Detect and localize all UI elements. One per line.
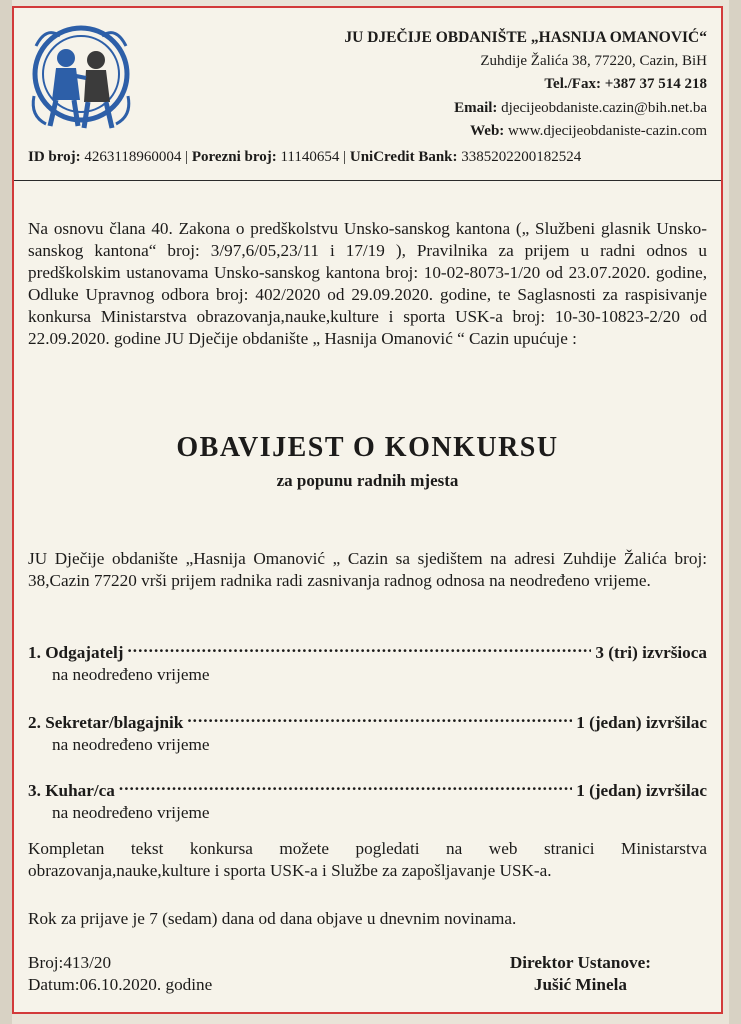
position-item <box>28 706 707 756</box>
position-item <box>28 774 707 824</box>
position-term: na neodređeno vrijeme <box>52 665 210 684</box>
intro-paragraph: Na osnovu člana 40. Zakona o predškolstvu Unsko-sanskog kantona („ Službeni glasnik Unsko-sanskog kantona“ broj: 3/97,6/05,23/11 i 17/19 ), Pravilnika za prijem u radni odnos u predškolskim ustanovama Unsko-sanskog kantona broj: 10-02-8073-1/20 od 23.07.2020. godine, Odluke Upravnog odbora broj: 402/2020 od 29.09.2020. godine, te Saglasnosti za raspisivanje konkursa Ministarstva obrazovanja,nauke,kulture i sporta USK-a broj: 10-30-10823-2/20 od 22.09.2020. godine JU Dječije obdanište „ Hasnija Omanović “ Cazin upućuje : <box>28 219 707 348</box>
announcement-title: OBAVIJEST O KONKURSU <box>176 432 559 463</box>
bank-label: UniCredit Bank: <box>349 149 458 165</box>
registration-ids: ID broj: 4263118960004 | Porezni broj: 11140654 | UniCredit Bank: 3385202200182524 <box>28 149 582 165</box>
announcement-ad <box>12 6 723 1014</box>
position-count: 3 (tri) izvršioca <box>595 643 707 662</box>
full-text-paragraph: Kompletan tekst konkursa možete pogledati na web stranici Ministarstva obrazovanja,nauke,kulture i sporta USK-a i Službe za zapošljavanje USK-a. <box>28 839 707 880</box>
position-name: 2. Sekretar/blagajnik <box>28 713 184 732</box>
leader-dots <box>119 774 572 796</box>
id-value: 4263118960004 <box>84 149 182 165</box>
position-name: 1. Odgajatelj <box>28 643 124 662</box>
employer-paragraph: JU Dječije obdanište „Hasnija Omanović „ Cazin sa sjedištem na adresi Zuhdije Žalića broj: 38,Cazin 77220 vrši prijem radnika radi zasnivanja radnog odnosa na neodređeno vrijeme. <box>28 549 707 590</box>
email-value: djecijeobdaniste.cazin@bih.net.ba <box>501 99 707 116</box>
newspaper-edge-left <box>0 0 12 1024</box>
contact-block <box>344 26 707 144</box>
position-count: 1 (jedan) izvršilac <box>576 713 707 732</box>
position-term: na neodređeno vrijeme <box>52 803 210 822</box>
leader-dots <box>187 706 572 728</box>
position-item <box>28 636 707 686</box>
header-divider <box>14 180 721 181</box>
bank-value: 3385202200182524 <box>461 149 582 165</box>
email-label: Email: <box>454 99 498 116</box>
web-line <box>344 120 707 144</box>
signature-block <box>510 952 651 996</box>
deadline-paragraph: Rok za prijave je 7 (sedam) dana od dana objave u dnevnim novinama. <box>28 909 517 928</box>
director-title: Direktor Ustanove: <box>509 953 651 972</box>
web-value: www.djecijeobdaniste-cazin.com <box>508 123 707 139</box>
org-address: Zuhdije Žalića 38, 77220, Cazin, BiH <box>480 52 707 69</box>
position-name: 3. Kuhar/ca <box>28 781 115 800</box>
phone-line <box>344 73 707 97</box>
position-term: na neodređeno vrijeme <box>52 735 210 754</box>
email-line <box>344 97 707 121</box>
reference-number: Broj:413/20 <box>28 953 112 972</box>
tax-value: 11140654 <box>280 149 340 165</box>
director-name: Jušić Minela <box>533 975 627 994</box>
phone-label: Tel./Fax: <box>544 76 601 92</box>
kindergarten-logo-icon <box>26 16 136 138</box>
reference-date: Datum:06.10.2020. godine <box>28 975 213 994</box>
announcement-subtitle: za popunu radnih mjesta <box>276 471 459 490</box>
phone-value: +387 37 514 218 <box>604 76 707 92</box>
letterhead <box>14 8 721 173</box>
reference-block <box>28 952 212 996</box>
position-count: 1 (jedan) izvršilac <box>576 781 707 800</box>
org-name: JU DJEČIJE OBDANIŠTE „HASNIJA OMANOVIĆ“ <box>344 29 707 46</box>
leader-dots <box>127 636 591 658</box>
web-label: Web: <box>470 123 505 139</box>
id-label: ID broj: <box>28 149 81 165</box>
newspaper-edge-right <box>729 0 741 1024</box>
tax-label: Porezni broj: <box>191 149 277 165</box>
